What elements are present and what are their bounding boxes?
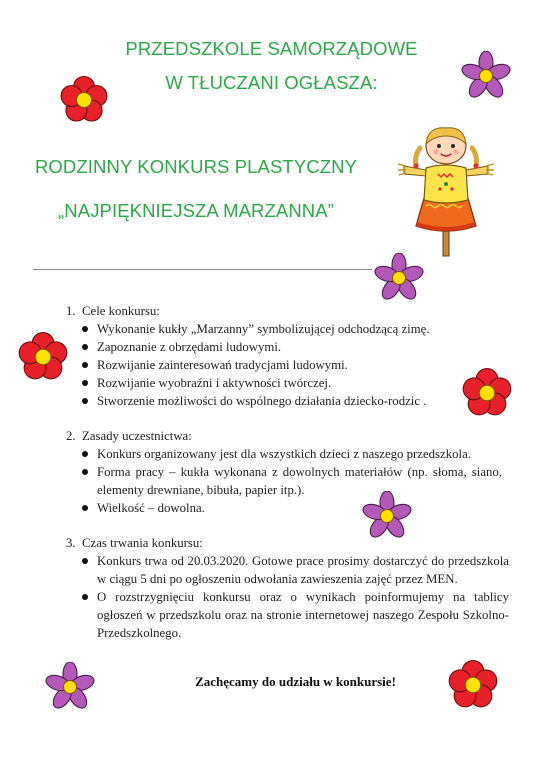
purple-flower-icon [374,253,424,303]
section-number: 3. [66,536,76,550]
bullet-list [64,552,514,642]
list-item: Rozwijanie zainteresowań tradycjami ludowymi. [97,356,514,374]
list-item: Wielkość – dowolna. [97,499,514,517]
section-title: Czas trwania konkursu: [82,536,203,550]
section-number: 1. [66,304,76,318]
section-heading [64,427,514,445]
bullet-list [64,320,514,410]
section-duration [64,534,514,642]
red-flower-icon [58,74,110,126]
list-item: Konkurs trwa od 20.03.2020. Gotowe prace prosimy dostarczyć do przedszkola w ciągu 5 dni po ogłoszeniu odwołania zawieszenia zajęć przez MEN. [97,554,509,586]
section-goals [64,302,514,410]
list-item: Zapoznanie z obrzędami ludowymi. [97,338,514,356]
header-divider [33,269,372,270]
bullet-list [64,445,514,517]
marzanna-doll-icon [396,126,496,258]
section-rules [64,427,514,517]
purple-flower-icon [461,51,511,101]
school-name-title: PRZEDSZKOLE SAMORZĄDOWE [125,38,418,59]
list-item: Wykonanie kukły „Marzanny” symbolizującej odchodzącą zimę. [97,320,514,338]
section-title: Cele konkursu: [82,304,160,318]
contest-rules [64,302,514,642]
list-item: Rozwijanie wyobraźni i aktywności twórczej. [97,374,514,392]
section-heading [64,534,514,552]
contest-type-title: RODZINNY KONKURS PLASTYCZNY [34,156,358,177]
list-item: Konkurs organizowany jest dla wszystkich dzieci z naszego przedszkola. [97,445,514,463]
section-heading [64,302,514,320]
section-title: Zasady uczestnictwa: [82,429,192,443]
contest-name-title: „NAJPIĘKNIEJSZA MARZANNA” [58,200,334,221]
list-item: O rozstrzygnięciu konkursu oraz o wynikach poinformujemy na tablicy ogłoszeń w przedszkolu oraz na stronie internetowej naszego Zespołu Szkolno-Przedszkolnego. [97,590,509,640]
red-flower-icon [16,330,70,384]
section-number: 2. [66,429,76,443]
closing-invitation: Zachęcamy do udziału w konkursie! [195,674,396,689]
list-item: Forma pracy – kukła wykonana z dowolnych materiałów (np. słoma, siano, elementy drewniane, bibuła, papier itp.). [97,465,502,497]
announcement-title: W TŁUCZANI OGŁASZA: [165,72,378,93]
list-item: Stworzenie możliwości do wspólnego działania dziecko-rodzic . [97,392,514,410]
